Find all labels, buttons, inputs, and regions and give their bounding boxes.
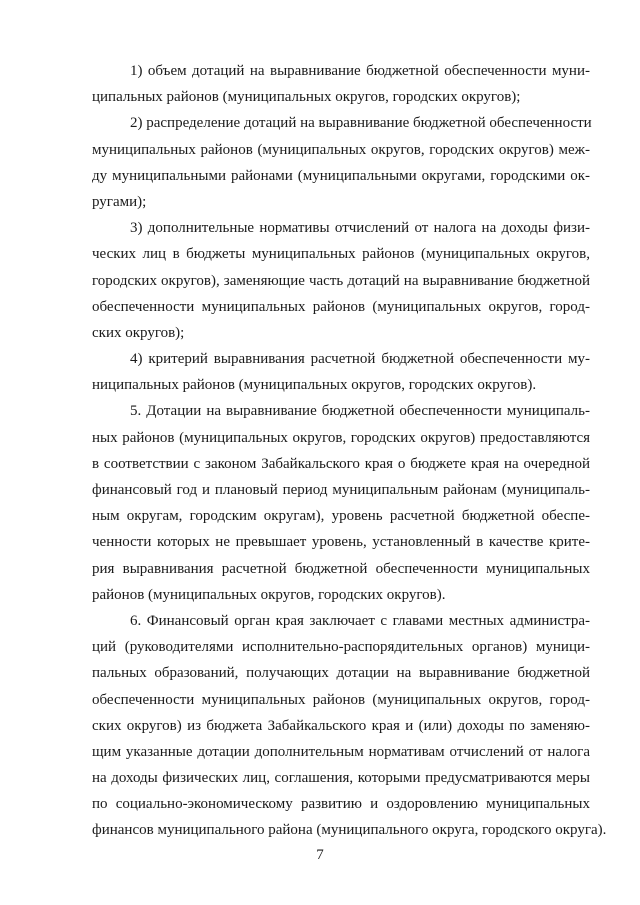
paragraph-item-2	[92, 110, 590, 215]
text-line: 2) распределение дотаций на выравнивание бюджетной обеспеченности	[130, 115, 592, 132]
text-line: ских округов);	[92, 324, 185, 341]
page-number: 7	[316, 847, 324, 863]
text-line: 3) дополнительные нормативы отчислений от налога на доходы физи-	[130, 220, 590, 237]
paragraph-item-1	[92, 58, 590, 110]
paragraph-point-6	[92, 608, 607, 844]
text-line: обеспеченности муниципальных районов (муниципальных округов, город-	[92, 298, 590, 315]
text-line: на доходы физических лиц, соглашения, которыми предусматриваются меры	[92, 770, 590, 787]
paragraph-point-5	[92, 398, 590, 608]
text-line: ских округов) из бюджета Забайкальского края и (или) доходы по заменяю-	[92, 717, 590, 734]
text-line: финансов муниципального района (муниципального округа, городского округа).	[92, 822, 607, 839]
text-line: финансовый год и плановый период муниципальным районам (муниципаль-	[92, 482, 590, 498]
paragraph-item-3	[92, 215, 590, 346]
text-line: по социально-экономическому развитию и оздоровлению муниципальных	[92, 796, 590, 813]
text-line: ниципальных районов (муниципальных округов, городских округов).	[92, 377, 537, 394]
text-line: ругами);	[92, 193, 147, 210]
text-line: городских округов), заменяющие часть дотаций на выравнивание бюджетной	[92, 272, 590, 289]
text-line: ципальных районов (муниципальных округов, городских округов);	[92, 89, 521, 106]
text-line: ченности которых не превышает уровень, установленный в качестве крите-	[92, 534, 590, 551]
text-line: 6. Финансовый орган края заключает с главами местных администра-	[130, 612, 590, 629]
text-line: районов (муниципальных округов, городских округов).	[92, 586, 446, 603]
text-line: щим указанные дотации дополнительным нормативам отчислений от налога	[92, 743, 590, 760]
text-line: 4) критерий выравнивания расчетной бюджетной обеспеченности му-	[130, 351, 590, 368]
text-line: ческих лиц в бюджеты муниципальных районов (муниципальных округов,	[92, 246, 590, 263]
text-line: в соответствии с законом Забайкальского края о бюджете края на очередной	[92, 455, 590, 472]
text-line: пальных образований, получающих дотации на выравнивание бюджетной	[92, 665, 590, 682]
text-line: обеспеченности муниципальных районов (муниципальных округов, город-	[92, 691, 590, 708]
text-line: ных районов (муниципальных округов, городских округов) предоставляются	[92, 429, 590, 446]
text-line: 1) объем дотаций на выравнивание бюджетной обеспеченности муни-	[130, 63, 590, 79]
text-line: ций (руководителями исполнительно-распорядительных органов) муници-	[92, 639, 590, 656]
text-line: ным округам, городским округам), уровень расчетной бюджетной обеспе-	[92, 508, 590, 525]
text-line: 5. Дотации на выравнивание бюджетной обеспеченности муниципаль-	[130, 403, 590, 420]
text-line: муниципальных районов (муниципальных округов, городских округов) меж-	[92, 141, 590, 158]
document-body	[92, 58, 607, 844]
text-line: ду муниципальными районами (муниципальными округами, городскими ок-	[92, 167, 590, 184]
paragraph-item-4	[92, 346, 590, 398]
text-line: рия выравнивания расчетной бюджетной обеспеченности муниципальных	[92, 560, 590, 577]
